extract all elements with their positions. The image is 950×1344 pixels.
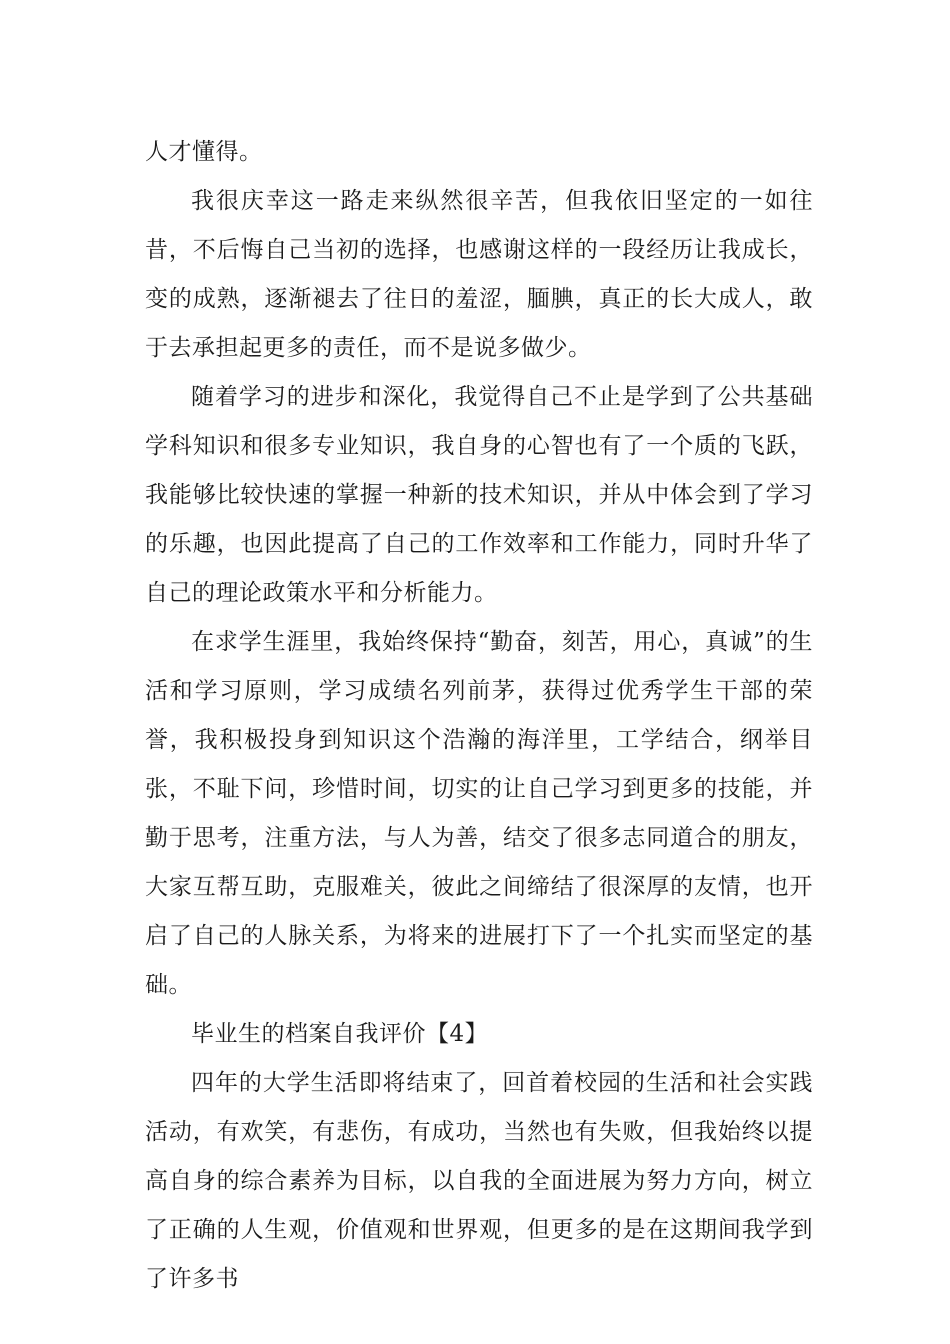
section-heading: 毕业生的档案自我评价【4】 <box>191 1021 489 1047</box>
paragraph-2: 我很庆幸这一路走来纵然很辛苦，但我依旧坚定的一如往昔，不后悔自己当初的选择，也感谢这样的一段经历让我成长，变的成熟，逐渐褪去了往日的羞涩，腼腆，真正的长大成人，敢于去承担起更多的责任，而不是说多做少。 <box>145 188 813 361</box>
document-body <box>145 128 813 1304</box>
paragraph-3: 随着学习的进步和深化，我觉得自己不止是学到了公共基础学科知识和很多专业知识，我自身的心智也有了一个质的飞跃，我能够比较快速的掌握一种新的技术知识，并从中体会到了学习的乐趣，也因此提高了自己的工作效率和工作能力，同时升华了自己的理论政策水平和分析能力。 <box>145 384 813 606</box>
paragraph-4: 在求学生涯里，我始终保持“勤奋，刻苦，用心，真诚”的生活和学习原则，学习成绩名列前茅，获得过优秀学生干部的荣誉，我积极投身到知识这个浩瀚的海洋里，工学结合，纲举目张，不耻下问，珍惜时间，切实的让自己学习到更多的技能，并勤于思考，注重方法，与人为善，结交了很多志同道合的朋友，大家互帮互助，克服难关，彼此之间缔结了很深厚的友情，也开启了自己的人脉关系，为将来的进展打下了一个扎实而坚定的基础。 <box>145 629 813 998</box>
paragraph-1: 人才懂得。 <box>145 139 263 165</box>
paragraph-5: 四年的大学生活即将结束了，回首着校园的生活和社会实践活动，有欢笑，有悲伤，有成功，当然也有失败，但我始终以提高自身的综合素养为目标，以自我的全面进展为努力方向，树立了正确的人生观，价值观和世界观，但更多的是在这期间我学到了许多书 <box>145 1070 813 1292</box>
